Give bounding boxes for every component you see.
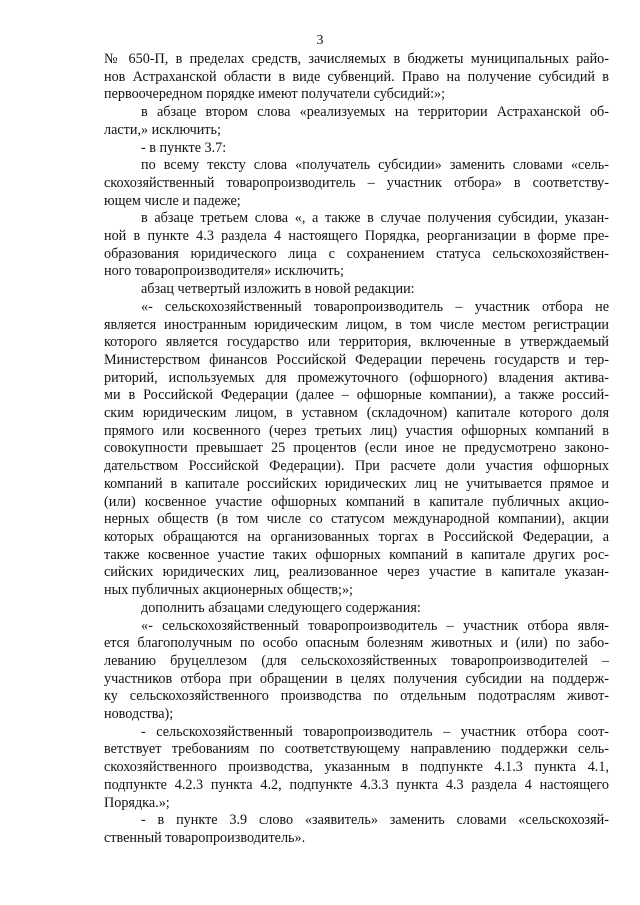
text-line: нерных обществ (в том числе со статусом международной компании), акции [104, 511, 609, 528]
text-line: ной в пункте 4.3 раздела 4 настоящего Порядка, реорганизации в форме пре- [104, 228, 609, 245]
text-line: - в пункте 3.7: [141, 139, 227, 156]
text-line: ским юридическим лицом, в уставном (складочном) капитале которого доля [104, 405, 609, 422]
text-line: дательством Российской Федерации). При расчете доли участия офшорных [104, 458, 609, 475]
text-line: ласти,» исключить; [104, 121, 221, 138]
text-line: дополнить абзацами следующего содержания: [141, 599, 421, 616]
text-line: № 650-П, в пределах средств, зачисляемых в бюджеты муниципальных райо- [104, 51, 609, 67]
text-line: «- сельскохозяйственный товаропроизводитель – участник отбора не [141, 298, 609, 315]
document-body [104, 51, 609, 848]
text-line: по всему тексту слова «получатель субсидии» заменить словами «сель- [141, 157, 609, 174]
text-line: - в пункте 3.9 слово «заявитель» заменить словами «сельскохозяй- [141, 812, 609, 829]
text-line: Министерством финансов Российской Федерации перечень государств и тер- [104, 351, 609, 368]
text-line: (или) косвенное участие офшорных компаний в капитале публичных акцио- [104, 493, 609, 510]
text-line: ку сельскохозяйственного производства по отдельным подотраслям живот- [104, 688, 609, 705]
text-line: в абзаце втором слова «реализуемых на территории Астраханской об- [141, 104, 609, 121]
text-line: образования юридического лица с сохранением статуса сельскохозяйствен- [104, 245, 609, 262]
text-line: компаний в капитале российских юридических лиц не учитывается прямое и [104, 475, 609, 492]
text-line: ветствует требованиям по соответствующему направлению поддержки сель- [104, 741, 609, 758]
text-line: ных публичных акционерных обществ;»; [104, 582, 353, 599]
text-line: - сельскохозяйственный товаропроизводитель – участник отбора соот- [141, 723, 609, 740]
page-number: 3 [316, 33, 324, 48]
text-line: леванию бруцеллезом (для сельскохозяйственных товаропроизводителей – [104, 652, 609, 669]
text-line: прямого или косвенного (через третьих лиц) участия офшорных компаний в [104, 422, 609, 439]
text-line: является иностранным юридическим лицом, в том числе местом регистрации [104, 316, 609, 333]
text-line: ми в Российской Федерации (далее – офшорные компании), а также россий- [104, 387, 609, 404]
text-line: новодства); [104, 706, 174, 723]
text-line: которого является государство или территория, включенные в утверждаемый [104, 334, 609, 351]
text-line: Порядка.»; [104, 794, 170, 811]
text-line: ющем числе и падеже; [104, 192, 241, 209]
text-line: абзац четвертый изложить в новой редакции: [141, 281, 415, 298]
text-line: совокупности превышает 25 процентов (если иное не предусмотрено законо- [104, 440, 609, 457]
text-line: также косвенное участие таких офшорных компаний в капитале других рос- [104, 546, 609, 563]
text-line: которых обращаются на организованных торгах в Российской Федерации, а [104, 528, 609, 545]
text-line: ется благополучным по особо опасным болезням животных и (или) по забо- [104, 635, 609, 652]
text-line: участников отбора при обращении в целях получения субсидии на поддерж- [104, 670, 609, 687]
text-line: в абзаце третьем слова «, а также в случае получения субсидии, указан- [141, 210, 609, 227]
text-line: сийских юридических лиц, реализованное через участие в капитале указан- [104, 564, 609, 581]
text-line: нов Астраханской области в виде субвенций. Право на получение субсидий в [104, 68, 609, 85]
text-line: подпункте 4.2.3 пункта 4.2, подпункте 4.3.3 пункта 4.3 раздела 4 настоящего [104, 776, 609, 793]
text-line: ного товаропроизводителя» исключить; [104, 263, 344, 280]
text-line: ственный товаропроизводитель». [104, 829, 306, 846]
text-line: скохозяйственный товаропроизводитель – участник отбора» в соответству- [104, 174, 609, 191]
text-line: первоочередном порядке имеют получатели субсидий:»; [104, 86, 446, 103]
text-line: «- сельскохозяйственный товаропроизводитель – участник отбора явля- [141, 617, 609, 634]
text-line: риторий, используемых для промежуточного (офшорного) владения актива- [104, 369, 609, 386]
text-line: скохозяйственного производства, указанным в подпункте 4.1.3 пункта 4.1, [104, 759, 609, 776]
